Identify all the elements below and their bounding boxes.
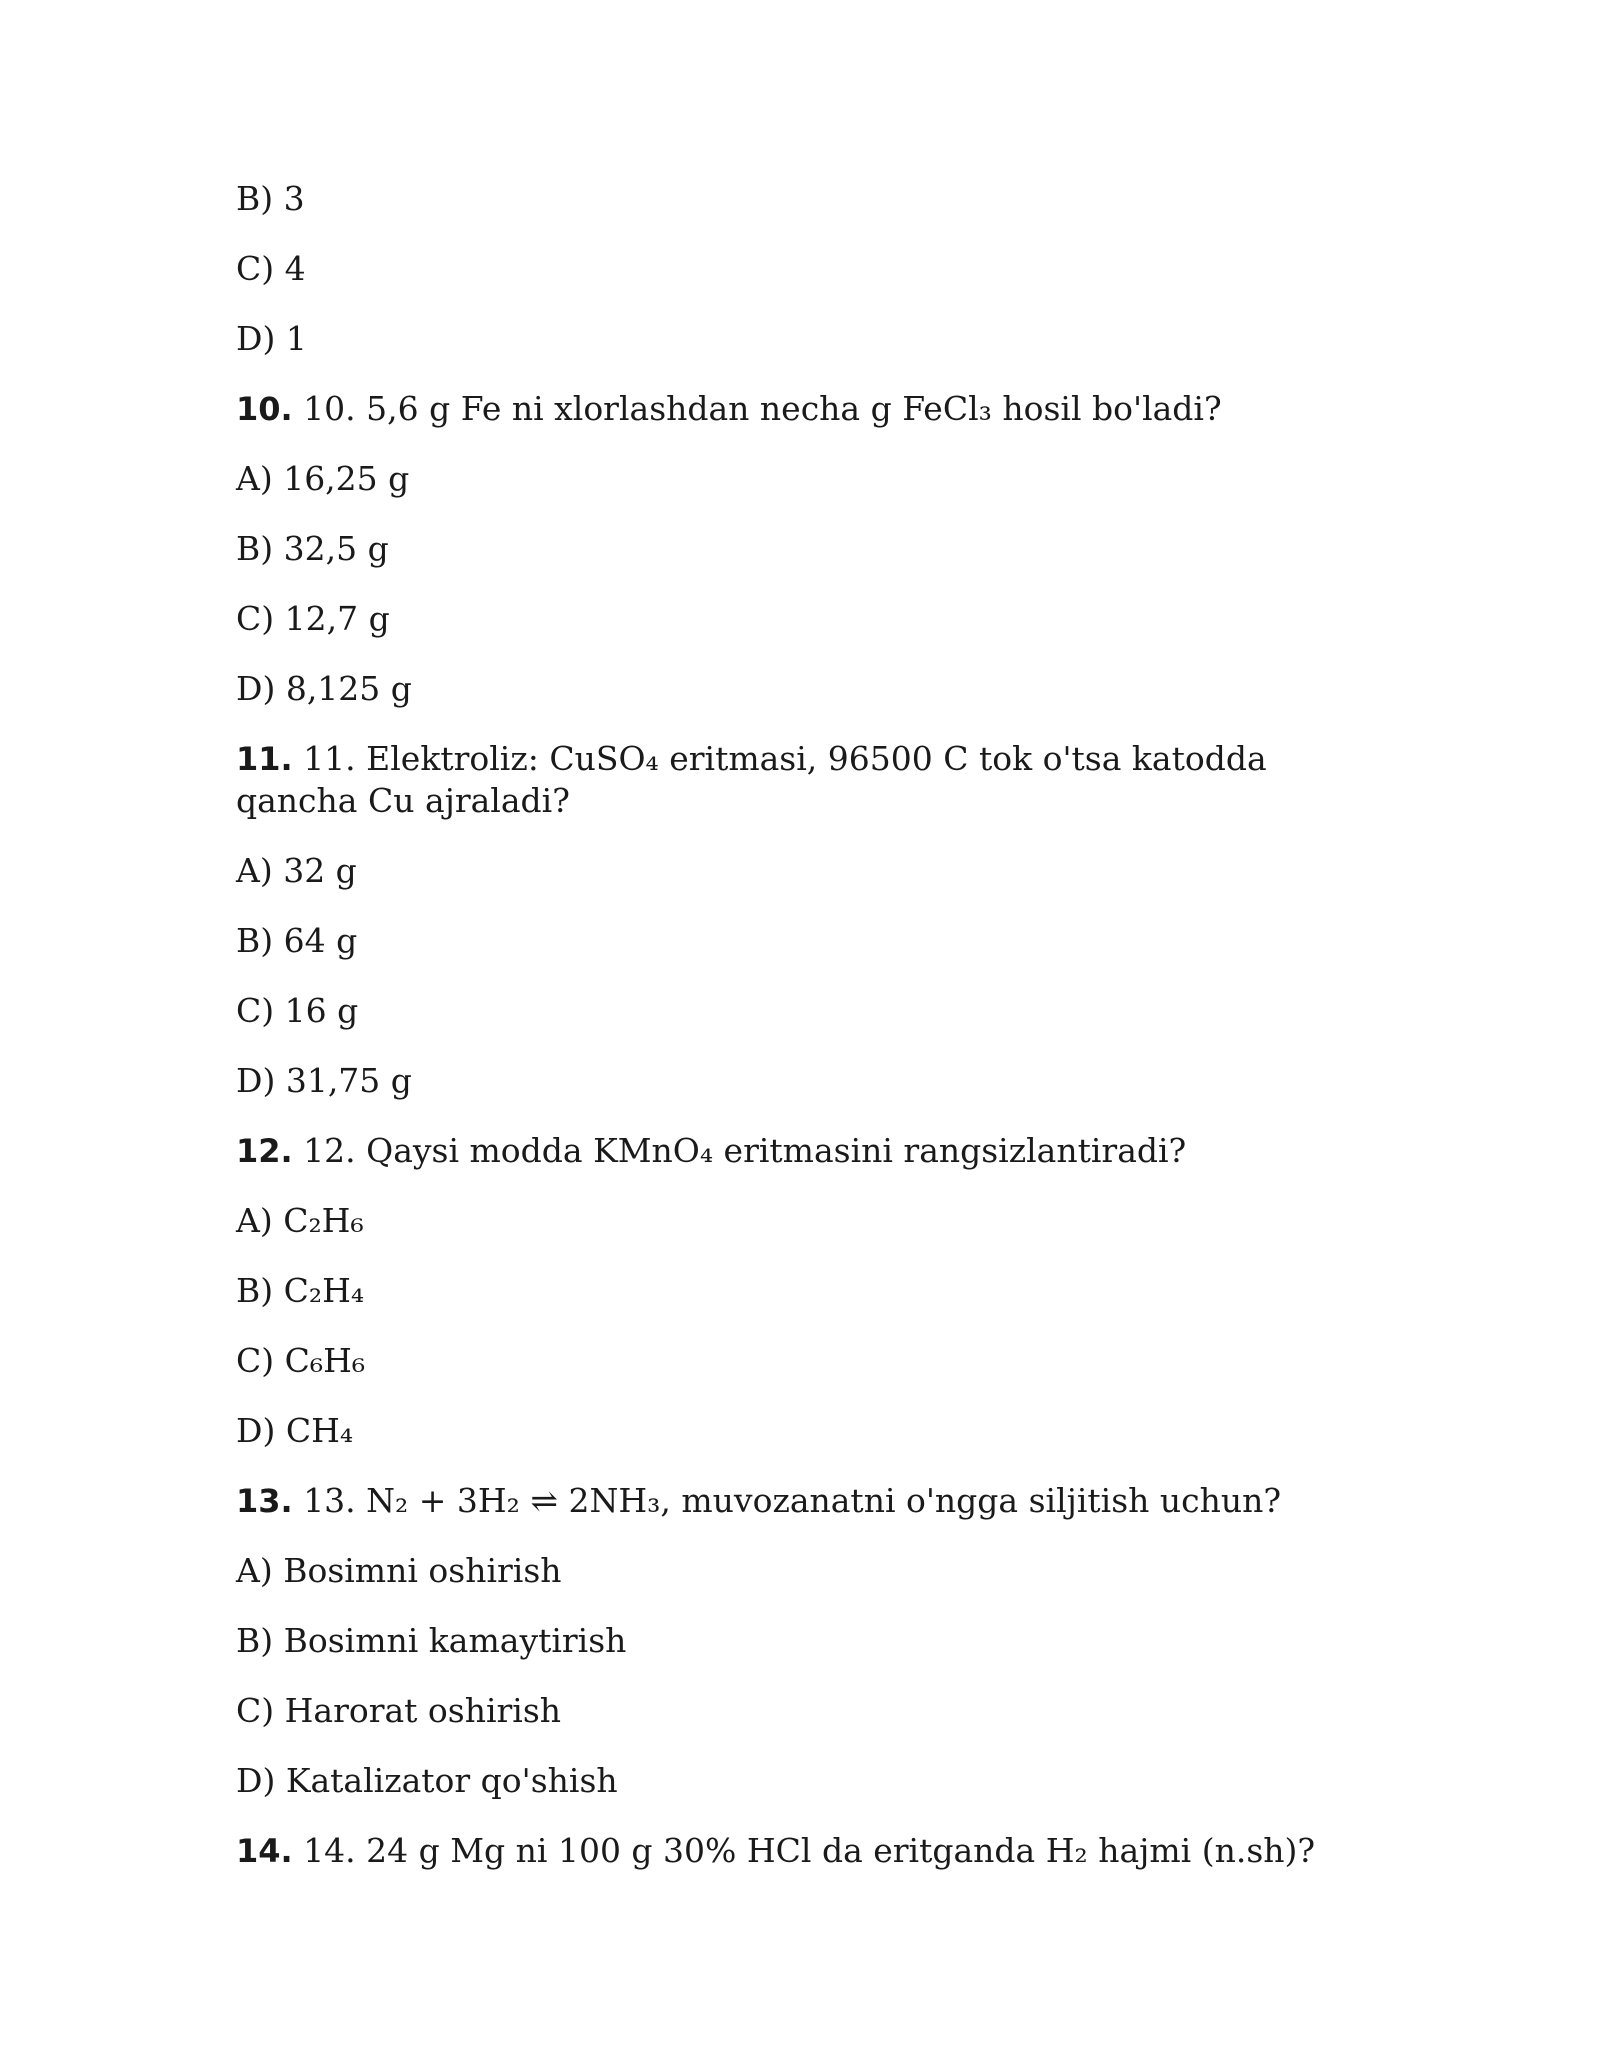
question-text: 11. Elektroliz: CuSO₄ eritmasi, 96500 C tok o'tsa katodda qancha Cu ajraladi? (236, 739, 1267, 820)
answer-option: C) C₆H₆ (236, 1341, 366, 1380)
answer-option: B) 64 g (236, 921, 358, 960)
question-13 (236, 1480, 1366, 1522)
answer-option: A) C₂H₆ (236, 1201, 364, 1240)
answer-option: C) Harorat oshirish (236, 1691, 562, 1730)
question-12 (236, 1130, 1366, 1172)
question-number: 12. (236, 1132, 293, 1170)
answer-option: A) Bosimni oshirish (236, 1551, 562, 1590)
question-14 (236, 1830, 1366, 1872)
question-11 (236, 738, 1366, 822)
answer-option: D) 8,125 g (236, 669, 412, 708)
question-number: 13. (236, 1482, 293, 1520)
question-10 (236, 388, 1366, 430)
answer-option: D) 31,75 g (236, 1061, 412, 1100)
answer-option: A) 16,25 g (236, 459, 410, 498)
answer-option: B) 32,5 g (236, 529, 389, 568)
answer-option: D) Katalizator qo'shish (236, 1761, 618, 1800)
quiz-content (236, 178, 1366, 1900)
question-text: 12. Qaysi modda KMnO₄ eritmasini rangsizlantiradi? (303, 1131, 1187, 1170)
answer-option: A) 32 g (236, 851, 357, 890)
question-text: 13. N₂ + 3H₂ ⇌ 2NH₃, muvozanatni o'ngga siljitish uchun? (303, 1481, 1282, 1520)
answer-option: C) 12,7 g (236, 599, 390, 638)
answer-option: C) 4 (236, 249, 306, 288)
question-number: 11. (236, 740, 293, 778)
answer-option: D) 1 (236, 319, 307, 358)
answer-option: B) C₂H₄ (236, 1271, 365, 1310)
question-text: 10. 5,6 g Fe ni xlorlashdan necha g FeCl₃ hosil bo'ladi? (303, 389, 1222, 428)
answer-option: B) 3 (236, 179, 305, 218)
question-text: 14. 24 g Mg ni 100 g 30% HCl da eritganda H₂ hajmi (n.sh)? (303, 1831, 1316, 1870)
question-number: 14. (236, 1832, 293, 1870)
answer-option: C) 16 g (236, 991, 359, 1030)
question-number: 10. (236, 390, 293, 428)
answer-option: D) CH₄ (236, 1411, 354, 1450)
answer-option: B) Bosimni kamaytirish (236, 1621, 627, 1660)
